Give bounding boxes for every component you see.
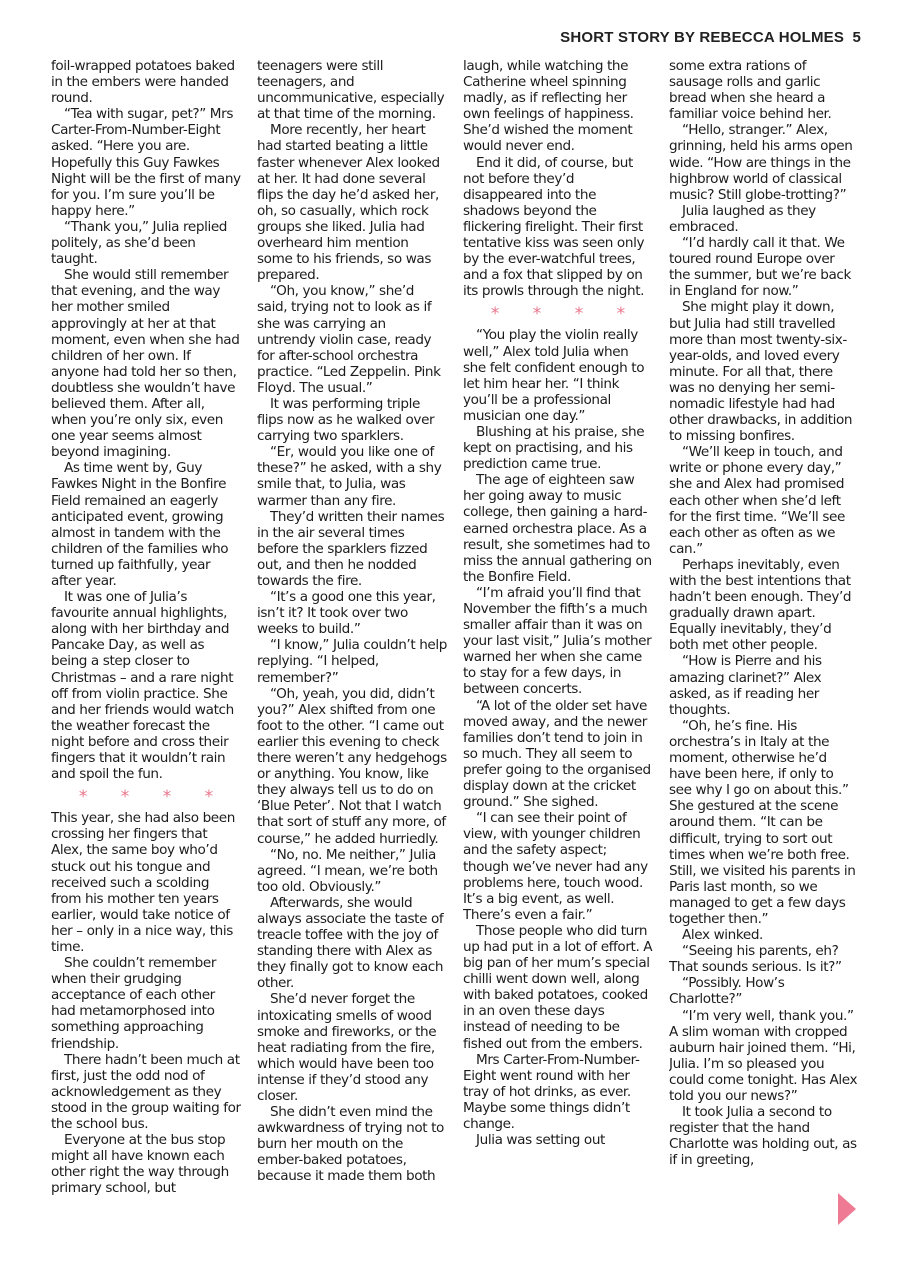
paragraph: “Thank you,” Julia replied politely, as she’d been taught. <box>51 218 228 268</box>
text-column-2 <box>257 58 447 1238</box>
section-separator: * * * * <box>78 787 228 808</box>
paragraph: “Tea with sugar, pet?” Mrs Carter-From-Number-Eight asked. “Here you are. Hopefully this Guy Fawkes Night will be the first of many for you. I’m sure you’ll be happy here.” <box>51 106 241 219</box>
page-number: 5 <box>852 29 861 46</box>
paragraph: She might play it down, but Julia had still travelled more than most twenty-six-year-olds, and loved every minute. For all that, there was no denying her semi-nomadic lifestyle had had other drawbacks, in addition to missing bonfires. <box>669 299 853 445</box>
running-header <box>560 29 861 46</box>
paragraph: foil-wrapped potatoes baked in the embers were handed round. <box>51 58 235 107</box>
text-column-1 <box>51 58 241 1238</box>
paragraph: “Oh, yeah, you did, didn’t you?” Alex shifted from one foot to the other. “I came out earlier this evening to check there weren’t any hedgehogs or anything. You know, like they always tell us to do on ‘Blue Peter’. Not that I watch that sort of stuff any more, of course,” he added hurriedly. <box>257 685 447 847</box>
paragraph: “Oh, you know,” she’d said, trying not to look as if she was carrying an untrendy violin case, ready for after-school orchestra practice. “Led Zeppelin. Pink Floyd. The usual.” <box>257 283 441 396</box>
paragraph: Perhaps inevitably, even with the best intentions that hadn’t been enough. They’d gradually drawn apart. Equally inevitably, they’d both met other people. <box>669 556 852 654</box>
paragraph: “A lot of the older set have moved away, and the newer families don’t tend to join in so much. They all seem to prefer going to the organised display down at the cricket ground.” She sighed. <box>463 697 651 811</box>
paragraph: Julia laughed as they embraced. <box>669 202 816 235</box>
paragraph: Everyone at the bus stop might all have known each other right the way through primary school, but <box>51 1132 229 1197</box>
header-title: SHORT STORY BY REBECCA HOLMES <box>560 29 845 46</box>
continue-arrow-icon <box>838 1193 856 1225</box>
text-column-4 <box>669 58 859 1238</box>
paragraph: “No, no. Me neither,” Julia agreed. “I mean, we’re both too old. Obviously.” <box>257 846 438 895</box>
paragraph: “I can see their point of view, with younger children and the safety aspect; though we’ve never had any problems here, touch wood. It’s a big event, as well. There’s even a fair.” <box>463 810 648 923</box>
paragraph: “Possibly. How’s Charlotte?” <box>669 975 785 1008</box>
paragraph: She would still remember that evening, and the way her mother smiled approvingly at her at that moment, even when she had children of her own. If anyone had told her so then, doubtless she wouldn’t have believed them. After all, when you’re only six, even one year seems almost beyond imagining. <box>51 267 240 461</box>
paragraph: This year, she had also been crossing her fingers that Alex, the same boy who’d stuck out his tongue and received such a scolding from his mother ten years earlier, would take notice of her – only in a nice way, this time. <box>51 810 235 955</box>
paragraph: Those people who did turn up had put in a lot of effort. A big pan of her mum’s special chilli went down well, along with baked potatoes, cooked in an oven these days instead of needing to be fished out from the embers. <box>463 922 653 1052</box>
paragraph: “How is Pierre and his amazing clarinet?” Alex asked, as if reading her thoughts. <box>669 653 822 718</box>
paragraph: It took Julia a second to register that the hand Charlotte was holding out, as if in greeting, <box>669 1104 857 1169</box>
paragraph: “It’s a good one this year, isn’t it? It took over two weeks to build.” <box>257 589 436 638</box>
paragraph: It was performing triple flips now as he walked over carrying two sparklers. <box>257 395 435 445</box>
paragraph: End it did, of course, but not before they’d disappeared into the shadows beyond the flickering firelight. Their first tentative kiss was seen only by the ever-watchful trees, and a fox that slipped by on its prowls through the night. <box>463 154 645 300</box>
paragraph: “I’d hardly call it that. We toured round Europe over the summer, but we’re back in England for now.” <box>669 235 851 300</box>
paragraph: Blushing at his praise, she kept on practising, and his prediction came true. <box>463 423 645 473</box>
paragraph: More recently, her heart had started beating a little faster whenever Alex looked at her. It had done several flips the day he’d asked her, oh, so casually, which rock groups she liked. Julia had overheard him mention some to his friends, so was prepared. <box>257 122 440 284</box>
paragraph: teenagers were still teenagers, and uncommunicative, especially at that time of the morning. <box>257 58 445 123</box>
paragraph: She didn’t even mind the awkwardness of trying not to burn her mouth on the ember-baked potatoes, because it made them both <box>257 1104 444 1185</box>
paragraph: laugh, while watching the Catherine wheel spinning madly, as if reflecting her own feelings of happiness. She’d wished the moment would never end. <box>463 58 634 155</box>
paragraph: The age of eighteen saw her going away to music college, then gaining a hard-earned orchestra place. As a result, she sometimes had to miss the annual gathering on the Bonfire Field. <box>463 472 652 585</box>
paragraph: “Oh, he’s fine. His orchestra’s in Italy at the moment, otherwise he’d have been here, if only to see why I go on about this.” She gestured at the scene around them. “It can be difficult, trying to sort out times when we’re both free. Still, we visited his parents in Paris last month, so we managed to get a few days together then.” <box>669 717 856 927</box>
paragraph: Mrs Carter-From-Number-Eight went round with her tray of hot drinks, as ever. Maybe some things didn’t change. <box>463 1051 640 1132</box>
paragraph: As time went by, Guy Fawkes Night in the Bonfire Field remained an eagerly anticipated event, growing almost in tandem with the children of the families who turned up faithfully, year after year. <box>51 460 229 589</box>
paragraph: some extra rations of sausage rolls and garlic bread when she heard a familiar voice behind her. <box>669 58 832 123</box>
paragraph: They’d written their names in the air several times before the sparklers fizzed out, and then he nodded towards the fire. <box>257 508 445 589</box>
paragraph: “I’m very well, thank you.” A slim woman with cropped auburn hair joined them. “Hi, Julia. I’m so pleased you could come tonight. Has Alex told you our news?” <box>669 1007 858 1104</box>
paragraph: Afterwards, she would always associate the taste of treacle toffee with the joy of standing there with Alex as they finally got to know each other. <box>257 894 444 992</box>
paragraph: “You play the violin really well,” Alex told Julia when she felt confident enough to let him hear her. “I think you’ll be a professional musician one day.” <box>463 327 645 424</box>
paragraph: “I’m afraid you’ll find that November the fifth’s a much smaller affair than it was on your last visit,” Julia’s mother warned her when she came to stay for a few days, in between concerts. <box>463 584 652 698</box>
paragraph: “Seeing his parents, eh? That sounds serious. Is it?” <box>669 943 842 976</box>
text-column-3 <box>463 58 653 1238</box>
paragraph: There hadn’t been much at first, just the odd nod of acknowledgement as they stood in the group waiting for the school bus. <box>51 1051 241 1132</box>
paragraph: She’d never forget the intoxicating smells of wood smoke and fireworks, or the heat radiating from the fire, which would have been too intense if they’d stood any closer. <box>257 991 437 1104</box>
paragraph: She couldn’t remember when their grudging acceptance of each other had metamorphosed into something approaching friendship. <box>51 955 217 1052</box>
section-separator: * * * * <box>490 304 640 325</box>
paragraph: Alex winked. <box>682 927 763 944</box>
paragraph: “We’ll keep in touch, and write or phone every day,” she and Alex had promised each other when she’d left for the first time. “We’ll see each other as often as we can.” <box>669 444 845 557</box>
paragraph: It was one of Julia’s favourite annual highlights, along with her birthday and Pancake Day, as well as being a step closer to Christmas – and a rare night off from violin practice. She and her friends would watch the weather forecast the night before and cross their fingers that it wouldn’t rain and spoil the fun. <box>51 589 234 783</box>
paragraph: “Hello, stranger.” Alex, grinning, held his arms open wide. “How are things in the highbrow world of classical music? Still globe-trotting?” <box>669 122 853 203</box>
paragraph: “I know,” Julia couldn’t help replying. “I helped, remember?” <box>257 637 447 686</box>
paragraph: Julia was setting out <box>476 1132 605 1149</box>
paragraph: “Er, would you like one of these?” he asked, with a shy smile that, to Julia, was warmer than any fire. <box>257 444 442 509</box>
